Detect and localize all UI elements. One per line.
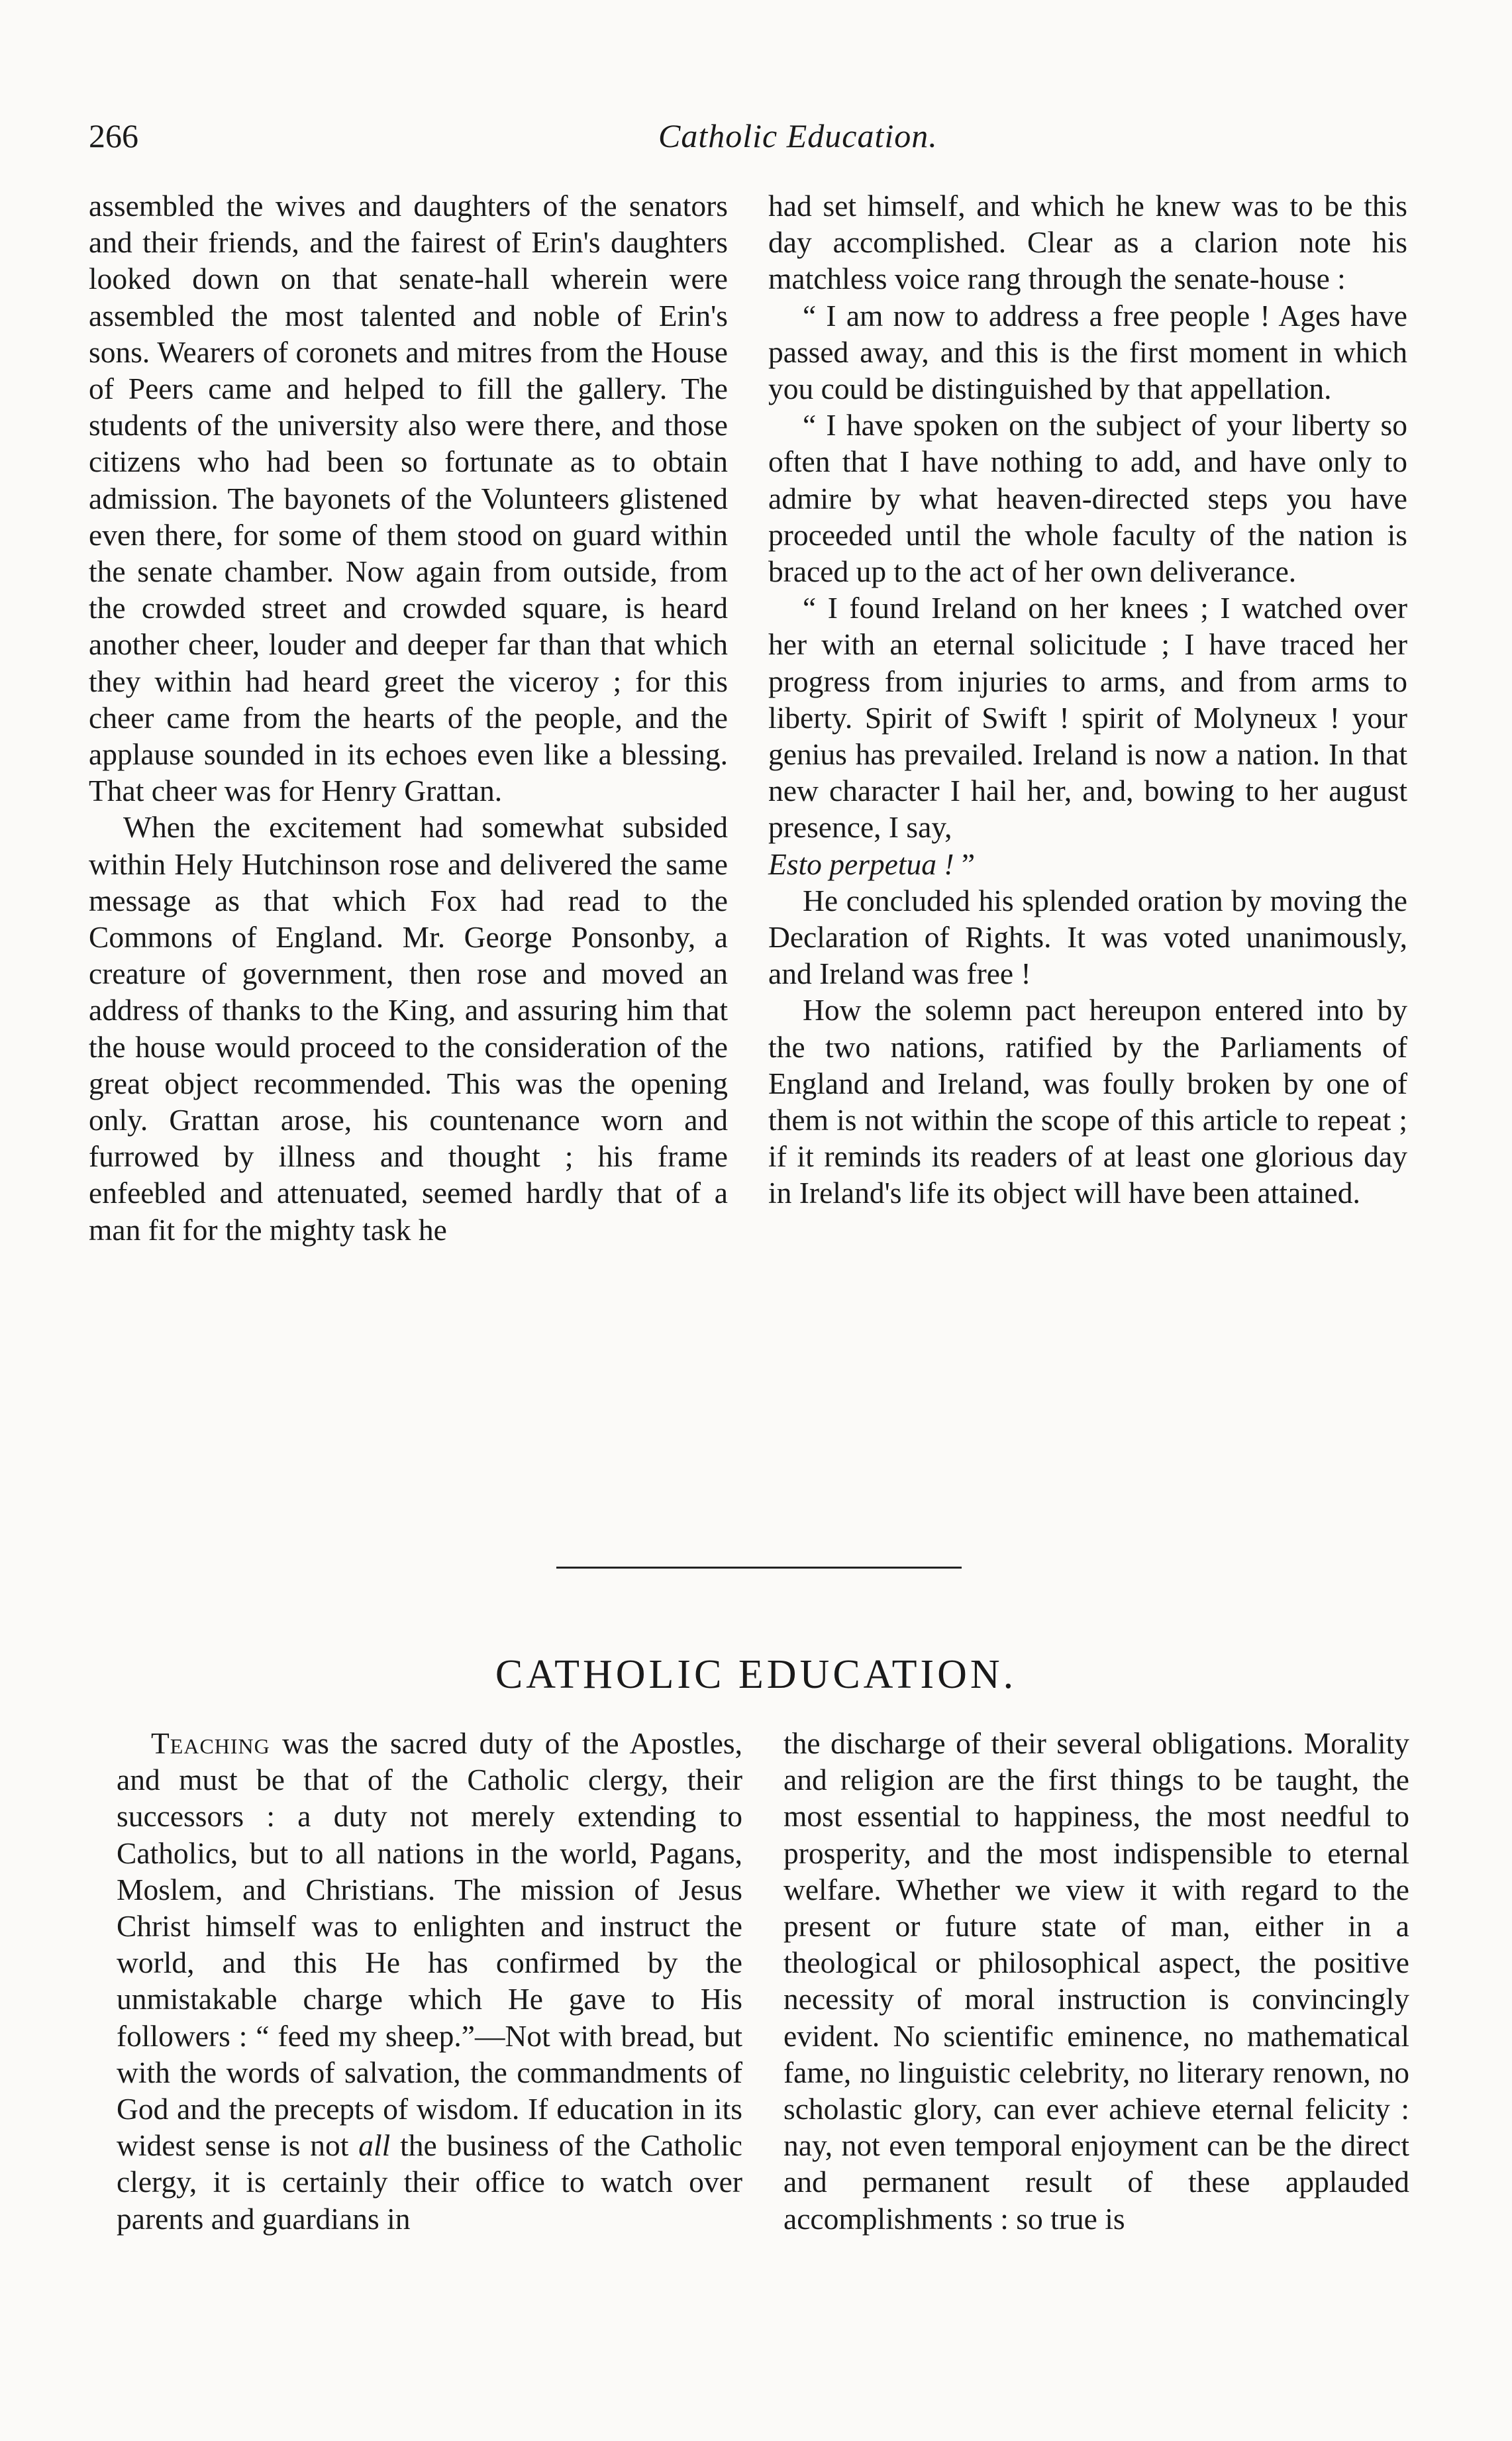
running-head [89,113,1387,159]
paragraph-text-tail: the business of the Catholic clergy, it is certainly their office to watch over parents and guardians in [117,2128,742,2236]
running-title: Catholic Education. [658,117,938,154]
section-right-column [783,1725,1409,2237]
section-divider [556,1567,962,1569]
paragraph-text: “ I found Ireland on her knees ; I watched over her with an eternal solicitude ; I have traced her progress from injuries to arms, and from arms to liberty. Spirit of Swift ! spirit of Molyneux ! your genius has prevailed. Ireland is now a nation. In that new character I hail her, and, bowing to her august presence, I say, [768,591,1407,845]
section-left-column [117,1725,742,2237]
paragraph: had set himself, and which he knew was to be this day accomplished. Clear as a clarion note his matchless voice rang through the senate-house : [768,189,1407,296]
section-title: CATHOLIC EDUCATION. [495,1652,1017,1697]
article-left-column [89,187,728,1248]
paragraph: When the excitement had somewhat subsided within Hely Hutchinson rose and delivered the same message as that which Fox had read to the Commons of England. Mr. George Ponsonby, a creature of government, then rose and moved an address of thanks to the King, and assuring him that the house would proceed to the consideration of the great object recommended. This was the opening only. Grattan arose, his countenance worn and furrowed by illness and thought ; his frame enfeebled and attenuated, seemed hardly that of a man fit for the mighty task he [89,810,728,1247]
latin-phrase: Esto perpetua ! [768,847,954,881]
opening-word: Teaching [151,1726,270,1760]
paragraph: assembled the wives and daughters of the senators and their friends, and the fairest of Erin's daughters looked down on that senate-hall wherein were assembled the most talented and noble of Erin's sons. Wearers of coronets and mitres from the House of Peers came and helped to fill the gallery. The students of the university also were there, and those citizens who had been so fortunate as to obtain admission. The bayonets of the Volunteers glistened even there, for some of them stood on guard within the senate chamber. Now again from outside, from the crowded street and crowded square, is heard another cheer, louder and deeper far than that which they within had heard greet the viceroy ; for this cheer came from the hearts of the people, and the applause sounded in its echoes even like a blessing. That cheer was for Henry Grattan. [89,189,728,808]
paragraph: “ I am now to address a free people ! Ages have passed away, and this is the first moment in which you could be distinguished by that appellation. [768,298,1407,406]
paragraph: the discharge of their several obligations. Morality and religion are the first things to be taught, the most essential to happiness, the most needful to prosperity, and the most indispensible to eternal welfare. Whether we view it with regard to the present or future state of man, either in a theological or philosophical aspect, the positive necessity of moral instruction is convincingly evident. No scientific eminence, no mathematical fame, no linguistic celebrity, no literary renown, no scholastic glory, can ever achieve eternal felicity : nay, not even temporal enjoyment can be the direct and permanent result of these applauded accomplishments : so true is [783,1726,1409,2236]
article-right-column [768,187,1407,1212]
closing-quote: ” [954,847,976,881]
paragraph [117,1725,742,2237]
paragraph: He concluded his splended oration by moving the Declaration of Rights. It was voted unanimously, and Ireland was free ! [768,883,1407,991]
italic-word: all [358,2128,391,2163]
paragraph-with-latin [768,590,1407,882]
paragraph: How the solemn pact hereupon entered into by the two nations, ratified by the Parliaments of England and Ireland, was foully broken by one of them is not within the scope of this article to repeat ; if it reminds its readers of at least one glorious day in Ireland's life its object will have been attained. [768,993,1407,1210]
paragraph-text: was the sacred duty of the Apostles, and must be that of the Catholic clergy, their successors : a duty not merely extending to Catholics, but to all nations in the world, Pagans, Moslem, and Christians. The mission of Jesus Christ himself was to enlighten and instruct the world, and this He has confirmed by the unmistakable charge which He gave to His followers : “ feed my sheep.”—Not with bread, but with the words of salvation, the commandments of God and the precepts of wisdom. If education in its widest sense is not [117,1726,742,2163]
page-number: 266 [89,117,138,154]
paragraph: “ I have spoken on the subject of your liberty so often that I have nothing to add, and have only to admire by what heaven-directed steps you have proceeded until the whole faculty of the nation is braced up to the act of her own deliverance. [768,408,1407,589]
